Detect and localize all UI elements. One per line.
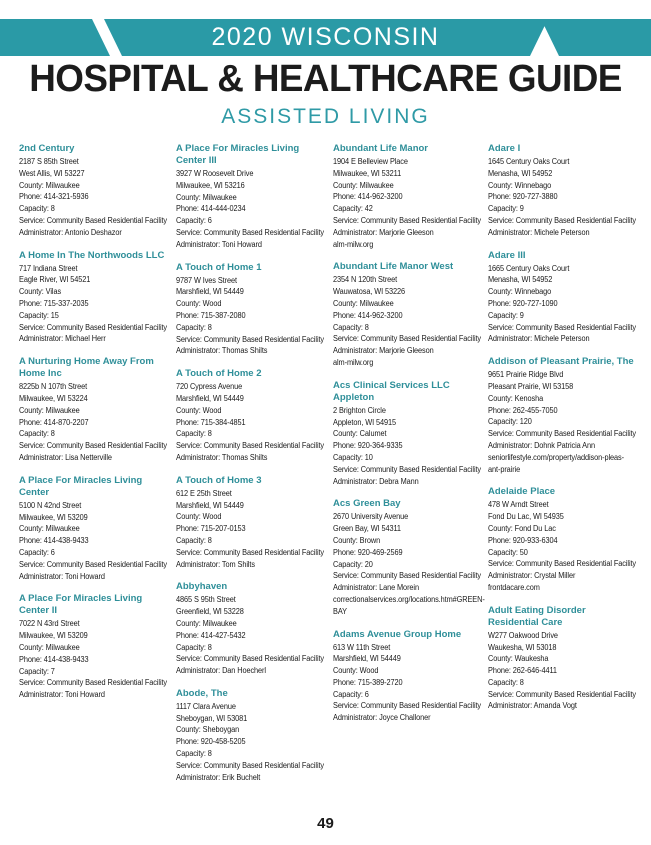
facility-detail: Capacity: 8 [488, 677, 524, 687]
listing-column-2 [176, 143, 326, 794]
listing-column-1 [19, 143, 169, 712]
facility-detail: Administrator: Marjorie Gleeson [333, 227, 434, 237]
facility-entry [19, 475, 169, 583]
facility-name: A Place For Miracles Living Center III [176, 143, 300, 166]
facility-detail: Service: Community Based Residential Facility [19, 322, 168, 332]
facility-detail: Administrator: Crystal Miller [488, 571, 576, 581]
facility-detail: Phone: 715-207-0153 [176, 524, 246, 534]
facility-detail: Administrator: Thomas Shilts [176, 452, 268, 462]
facility-entry [488, 486, 638, 593]
facility-name: Adult Eating Disorder Residential Care [488, 604, 586, 628]
facility-detail: County: Wood [176, 512, 222, 522]
facility-detail: 7022 N 43rd Street [19, 619, 80, 629]
facility-detail: Phone: 414-321-5936 [19, 192, 89, 202]
facility-detail: Milwaukee, WI 53216 [176, 180, 245, 190]
facility-detail: Administrator: Michele Peterson [488, 227, 590, 237]
facility-detail: Service: Community Based Residential Facility [176, 227, 325, 237]
facility-detail: Capacity: 6 [333, 689, 369, 699]
facility-entry [333, 143, 483, 250]
facility-detail: County: Wood [333, 666, 379, 676]
facility-name: Acs Clinical Services LLC Appleton [333, 379, 450, 403]
facility-detail: Phone: 414-438-9433 [19, 536, 89, 546]
facility-detail: Phone: 920-364-9335 [333, 441, 403, 451]
facility-name: Abundant Life Manor [333, 143, 428, 154]
facility-detail: Fond Du Lac, WI 54935 [488, 512, 564, 522]
facility-detail: Service: Community Based Residential Facility [488, 689, 637, 699]
facility-detail: County: Sheboygan [176, 725, 240, 735]
facility-detail: County: Waukesha [488, 654, 549, 664]
facility-detail: Phone: 262-455-7050 [488, 405, 558, 415]
facility-detail: Administrator: Joyce Challoner [333, 713, 431, 723]
facility-detail: 8225b N 107th Street [19, 382, 88, 392]
facility-name: A Place For Miracles Living Center [19, 474, 143, 498]
facility-detail: W277 Oakwood Drive [488, 630, 558, 640]
facility-detail: Capacity: 9 [488, 204, 524, 214]
facility-detail: Service: Community Based Residential Facility [333, 701, 482, 711]
facility-name: A Touch of Home 1 [176, 261, 262, 273]
facility-detail: Service: Community Based Residential Facility [176, 654, 325, 664]
facility-entry [19, 250, 169, 346]
facility-detail: County: Wood [176, 299, 222, 309]
facility-detail: 5100 N 42nd Street [19, 500, 82, 510]
facility-detail: County: Milwaukee [19, 524, 80, 534]
facility-entry [176, 688, 326, 784]
facility-detail: Phone: 262-646-4411 [488, 666, 557, 676]
facility-name: Adare III [488, 249, 526, 261]
facility-name: Adams Avenue Group Home [333, 628, 462, 640]
facility-entry [333, 498, 483, 617]
facility-detail: Capacity: 8 [176, 642, 212, 652]
facility-detail: Capacity: 8 [19, 429, 55, 439]
facility-detail: Appleton, WI 54915 [333, 417, 397, 427]
facility-detail: 9651 Prairie Ridge Blvd [488, 370, 564, 380]
facility-entry [176, 368, 326, 464]
facility-detail: 1665 Century Oaks Court [488, 263, 570, 273]
facility-detail: Capacity: 8 [176, 749, 212, 759]
facility-name: Abode, The [176, 687, 228, 699]
facility-detail: County: Winnebago [488, 180, 552, 190]
facility-detail: County: Fond Du Lac [488, 523, 556, 533]
facility-detail: correctionalservices.org/locations.htm#GREEN- [333, 594, 485, 604]
facility-detail: Capacity: 42 [333, 204, 373, 214]
facility-detail: County: Milwaukee [19, 405, 80, 415]
facility-detail: Marshfield, WI 54449 [176, 393, 244, 403]
facility-detail: Capacity: 50 [488, 547, 528, 557]
facility-detail: seniorlifestyle.com/property/addison-pleas- [488, 452, 624, 462]
facility-detail: Phone: 414-870-2207 [19, 417, 89, 427]
facility-detail: Administrator: Tom Shilts [176, 559, 255, 569]
header-banner [0, 19, 651, 56]
facility-entry [19, 143, 169, 239]
facility-detail: County: Winnebago [488, 287, 552, 297]
facility-detail: Capacity: 7 [19, 666, 55, 676]
facility-detail: Phone: 920-727-1090 [488, 298, 558, 308]
facility-detail: Capacity: 6 [176, 216, 212, 226]
facility-detail: 4865 S 95th Street [176, 595, 236, 605]
facility-detail: Service: Community Based Residential Facility [19, 441, 168, 451]
facility-name: A Home In The Northwoods LLC [19, 249, 165, 261]
facility-detail: Service: Community Based Residential Facility [176, 547, 325, 557]
facility-detail: County: Milwaukee [19, 642, 80, 652]
facility-detail: Service: Community Based Residential Facility [488, 559, 637, 569]
facility-detail: Green Bay, WI 54311 [333, 524, 401, 534]
facility-detail: County: Milwaukee [19, 180, 80, 190]
facility-entry [333, 380, 483, 488]
facility-detail: 612 E 25th Street [176, 488, 232, 498]
facility-detail: alm-milw.org [333, 357, 374, 367]
facility-detail: 2354 N 120th Street [333, 275, 398, 285]
facility-detail: Capacity: 15 [19, 310, 59, 320]
facility-detail: Administrator: Michele Peterson [488, 334, 590, 344]
facility-detail: 1645 Century Oaks Court [488, 157, 570, 166]
facility-detail: Capacity: 8 [176, 322, 212, 332]
facility-detail: Administrator: Debra Mann [333, 476, 419, 486]
facility-detail: Phone: 715-387-2080 [176, 310, 246, 320]
facility-detail: Administrator: Lisa Netterville [19, 452, 112, 462]
facility-detail: Service: Community Based Residential Facility [19, 215, 168, 225]
banner-title: 2020 WISCONSIN [211, 23, 440, 51]
facility-entry [333, 629, 483, 725]
facility-name: Abbyhaven [176, 581, 228, 593]
facility-detail: Milwaukee, WI 53209 [19, 512, 88, 522]
listing-column-4 [488, 143, 638, 723]
facility-detail: alm-milw.org [333, 239, 374, 249]
facility-detail: Capacity: 8 [333, 322, 369, 332]
facility-detail: Phone: 715-384-4851 [176, 417, 246, 427]
facility-entry [19, 593, 169, 701]
facility-detail: Phone: 414-962-3200 [333, 192, 403, 202]
facility-name: 2nd Century [19, 143, 75, 154]
facility-detail: 2670 University Avenue [333, 512, 409, 522]
facility-entry [176, 143, 326, 251]
facility-detail: Milwaukee, WI 53209 [19, 631, 88, 641]
facility-detail: Service: Community Based Residential Facility [488, 322, 637, 332]
facility-detail: Capacity: 120 [488, 417, 532, 427]
facility-detail: Administrator: Dan Hoecherl [176, 666, 266, 676]
facility-name: Addison of Pleasant Prairie, The [488, 356, 634, 368]
facility-name: Adelaide Place [488, 486, 556, 498]
facility-detail: Administrator: Marjorie Gleeson [333, 346, 434, 356]
facility-entry [176, 475, 326, 571]
facility-detail: Service: Community Based Residential Facility [19, 678, 168, 688]
facility-detail: BAY [333, 606, 347, 616]
facility-detail: County: Milwaukee [176, 192, 237, 202]
facility-detail: Pleasant Prairie, WI 53158 [488, 381, 574, 391]
facility-detail: 9787 W Ives Street [176, 275, 237, 285]
facility-name: A Place For Miracles Living Center II [19, 593, 143, 617]
facility-detail: Menasha, WI 54952 [488, 168, 553, 178]
facility-detail: Phone: 920-727-3880 [488, 192, 558, 202]
facility-entry [488, 250, 638, 346]
facility-detail: Service: Community Based Residential Facility [176, 334, 325, 344]
facility-detail: West Allis, WI 53227 [19, 168, 85, 178]
facility-detail: Administrator: Antonio Deshazor [19, 227, 122, 237]
facility-entry [19, 356, 169, 464]
facility-entry [488, 356, 638, 475]
facility-detail: Administrator: Lane Morein [333, 583, 419, 593]
facility-detail: 3927 W Roosevelt Drive [176, 169, 254, 178]
facility-detail: 720 Cypress Avenue [176, 382, 243, 392]
facility-detail: Administrator: Toni Howard [19, 690, 105, 700]
facility-detail: Capacity: 8 [19, 204, 55, 214]
facility-name: A Touch of Home 2 [176, 368, 262, 380]
facility-detail: Phone: 414-427-5432 [176, 630, 246, 640]
facility-detail: 1904 E Belleview Place [333, 157, 408, 166]
facility-detail: Phone: 920-933-6304 [488, 535, 558, 545]
facility-detail: Administrator: Thomas Shilts [176, 346, 268, 356]
page-number: 49 [317, 815, 334, 832]
facility-detail: Service: Community Based Residential Facility [333, 571, 482, 581]
facility-name: Abundant Life Manor West [333, 261, 454, 273]
facility-detail: Administrator: Toni Howard [19, 571, 105, 581]
facility-detail: Eagle River, WI 54521 [19, 275, 91, 285]
facility-detail: Administrator: Amanda Vogt [488, 701, 577, 711]
facility-detail: Phone: 414-444-0234 [176, 204, 246, 214]
facility-detail: Service: Community Based Residential Facility [333, 464, 482, 474]
facility-detail: Phone: 414-962-3200 [333, 310, 403, 320]
page-title: HOSPITAL & HEALTHCARE GUIDE [29, 58, 622, 100]
facility-detail: Phone: 715-389-2720 [333, 677, 403, 687]
facility-detail: Menasha, WI 54952 [488, 275, 553, 285]
facility-detail: Marshfield, WI 54449 [333, 654, 401, 664]
facility-detail: Administrator: Erik Buchelt [176, 772, 261, 782]
facility-detail: Marshfield, WI 54449 [176, 287, 244, 297]
facility-detail: Phone: 715-337-2035 [19, 298, 89, 308]
facility-detail: 613 W 11th Street [333, 642, 391, 652]
facility-entry [488, 605, 638, 713]
facility-name: Acs Green Bay [333, 498, 401, 510]
facility-detail: Phone: 920-458-5205 [176, 737, 246, 747]
facility-detail: County: Wood [176, 405, 222, 415]
facility-detail: Service: Community Based Residential Facility [488, 429, 637, 439]
facility-detail: Administrator: Michael Herr [19, 334, 106, 344]
facility-detail: Administrator: Dohnk Patricia Ann [488, 440, 596, 450]
facility-detail: County: Milwaukee [333, 298, 394, 308]
facility-detail: Waukesha, WI 53018 [488, 642, 557, 652]
facility-detail: Capacity: 10 [333, 452, 373, 462]
facility-detail: 2 Brighton Circle [333, 405, 386, 415]
facility-detail: frontdacare.com [488, 582, 540, 592]
facility-name: Adare I [488, 143, 521, 154]
facility-detail: 717 Indiana Street [19, 263, 78, 273]
facility-detail: County: Milwaukee [333, 180, 394, 190]
facility-detail: County: Brown [333, 535, 381, 545]
facility-detail: Capacity: 6 [19, 547, 55, 557]
facility-detail: Sheboygan, WI 53081 [176, 713, 248, 723]
facility-detail: Capacity: 20 [333, 559, 373, 569]
facility-entry [488, 143, 638, 239]
facility-detail: Service: Community Based Residential Facility [333, 334, 482, 344]
facility-detail: Service: Community Based Residential Facility [176, 760, 325, 770]
facility-detail: County: Vilas [19, 287, 62, 297]
facility-detail: ant-prairie [488, 464, 521, 474]
facility-detail: Milwaukee, WI 53211 [333, 168, 402, 178]
facility-detail: Wauwatosa, WI 53226 [333, 287, 406, 297]
facility-detail: County: Milwaukee [176, 618, 237, 628]
facility-detail: Service: Community Based Residential Facility [488, 215, 637, 225]
facility-detail: Marshfield, WI 54449 [176, 500, 244, 510]
facility-detail: Greenfield, WI 53228 [176, 607, 244, 617]
facility-detail: 1117 Clara Avenue [176, 701, 236, 711]
facility-detail: Phone: 920-469-2569 [333, 547, 403, 557]
facility-detail: Capacity: 8 [176, 535, 212, 545]
facility-entry [176, 262, 326, 358]
facility-detail: Administrator: Toni Howard [176, 239, 262, 249]
facility-detail: Milwaukee, WI 53224 [19, 393, 88, 403]
listing-column-3 [333, 143, 483, 735]
facility-detail: 2187 S 85th Street [19, 157, 79, 166]
facility-entry [333, 261, 483, 368]
facility-detail: Capacity: 8 [176, 429, 212, 439]
facility-detail: Service: Community Based Residential Facility [19, 559, 168, 569]
facility-detail: 478 W Arndt Street [488, 500, 549, 510]
facility-name: A Touch of Home 3 [176, 474, 262, 486]
section-subtitle: ASSISTED LIVING [221, 105, 430, 128]
facility-detail: County: Kenosha [488, 393, 544, 403]
facility-detail: Service: Community Based Residential Facility [176, 441, 325, 451]
facility-detail: Phone: 414-438-9433 [19, 654, 89, 664]
facility-entry [176, 581, 326, 677]
facility-name: A Nurturing Home Away From Home Inc [19, 356, 154, 380]
facility-detail: Service: Community Based Residential Facility [333, 215, 482, 225]
facility-detail: County: Calumet [333, 429, 387, 439]
facility-detail: Capacity: 9 [488, 310, 524, 320]
